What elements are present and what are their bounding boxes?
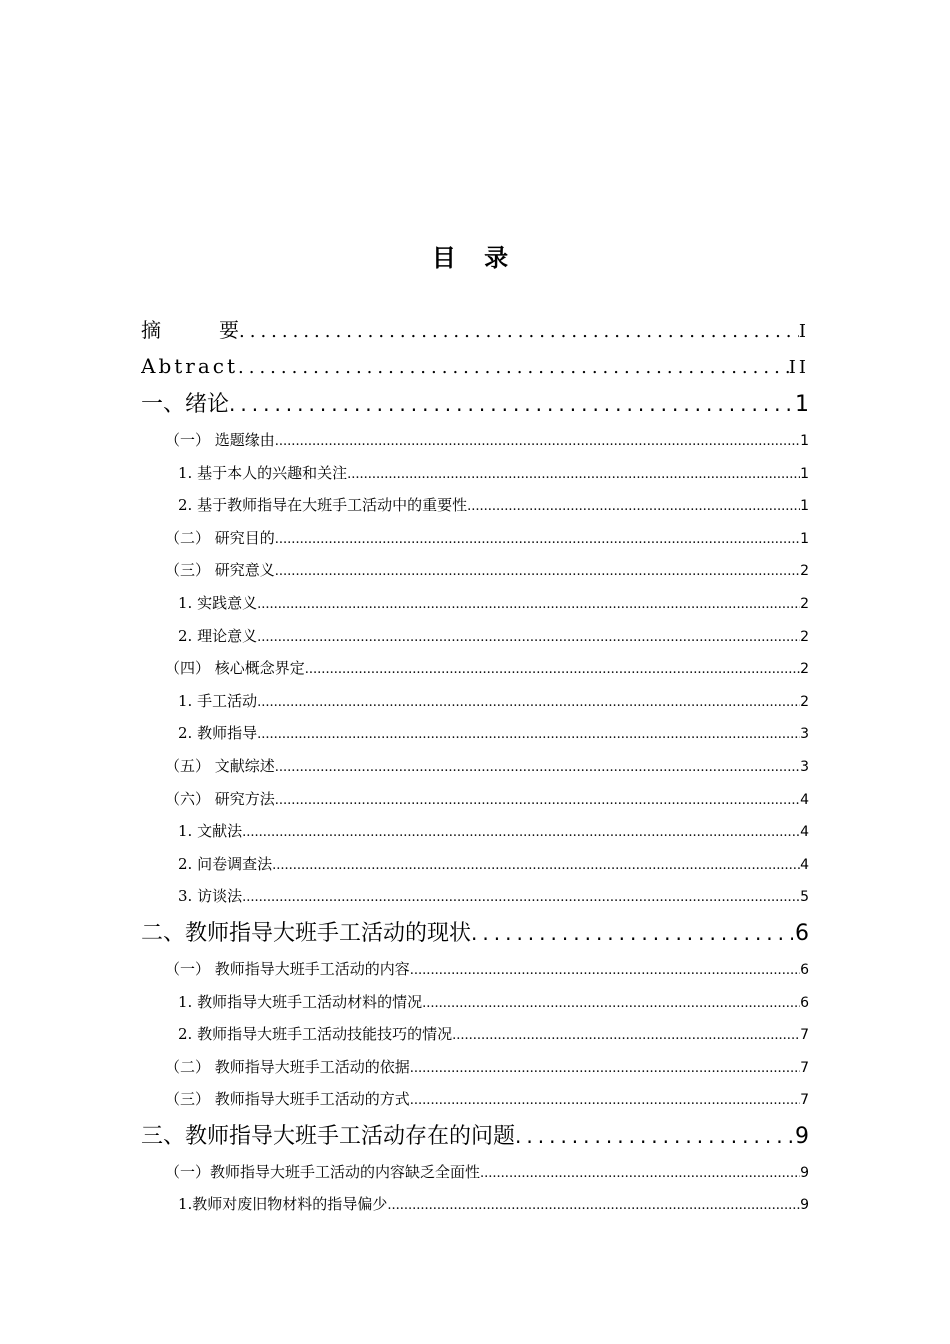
toc-entry-page: 9 (795, 1123, 809, 1149)
dot-leader (242, 880, 800, 913)
toc-entry-label: （二） 教师指导大班手工活动的依据 (165, 1057, 410, 1076)
toc-entry-label: （四） 核心概念界定 (165, 659, 305, 678)
toc-entry-page: II (788, 357, 809, 378)
dot-leader (238, 348, 789, 384)
toc-entry[interactable] (141, 620, 809, 653)
toc-entry-label: （三） 研究意义 (165, 561, 275, 580)
toc-entry-page: 6 (795, 920, 809, 946)
toc-entry-page: 1 (795, 392, 809, 417)
toc-entry-label: （一） 选题缘由 (165, 431, 275, 449)
toc-entry-page: 4 (800, 856, 809, 873)
toc-entry-label: Abtract (141, 354, 239, 378)
dot-leader (305, 652, 800, 685)
toc-entry-abstract-cn[interactable] (141, 312, 809, 348)
toc-entry-page: 4 (800, 791, 809, 808)
toc-entry[interactable] (141, 1156, 809, 1189)
toc-entry-label: （六） 研究方法 (165, 789, 275, 808)
toc-entry-label: 1. 实践意义 (178, 593, 258, 612)
dot-leader (275, 783, 800, 816)
toc-entry[interactable] (141, 1051, 809, 1084)
toc-entry[interactable] (141, 1188, 809, 1221)
toc-entry-label: （二） 研究目的 (165, 528, 275, 547)
dot-leader (467, 489, 800, 522)
toc-entry-chapter-3[interactable] (141, 1116, 809, 1156)
toc-entry[interactable] (141, 880, 809, 913)
toc-entry[interactable] (141, 953, 809, 986)
dot-leader (410, 1083, 800, 1116)
toc-entry-page: 9 (800, 1164, 809, 1181)
toc-entry-label: 2. 基于教师指导在大班手工活动中的重要性 (178, 496, 468, 515)
dot-leader (242, 815, 800, 848)
toc-entry-page: 1 (800, 433, 809, 449)
dot-leader (275, 522, 800, 555)
toc-entry[interactable] (141, 522, 809, 555)
toc-entry-page: 3 (800, 758, 809, 775)
toc-entry-label: 三、教师指导大班手工活动存在的问题 (141, 1123, 516, 1149)
toc-entry-page: 5 (800, 889, 809, 906)
toc-entry[interactable] (141, 489, 809, 522)
toc-entry[interactable] (141, 587, 809, 620)
toc-entry-label: 2. 教师指导大班手工活动技能技巧的情况 (178, 1025, 453, 1044)
dot-leader (480, 1156, 800, 1189)
dot-leader (257, 587, 800, 620)
toc-entry-chapter-1[interactable] (141, 384, 809, 424)
dot-leader (347, 457, 800, 490)
toc-entry-label: 1. 教师指导大班手工活动材料的情况 (178, 992, 423, 1011)
toc-entry-page: 4 (800, 824, 809, 841)
dot-leader (387, 1188, 800, 1221)
toc-entry-label-2: 要 (219, 318, 239, 342)
toc-title: 目 录 (431, 244, 519, 272)
toc-entry-label: 2. 问卷调查法 (178, 854, 273, 873)
toc-entry-label: 1.教师对废旧物材料的指导偏少 (178, 1195, 388, 1214)
toc-entry[interactable] (141, 848, 809, 881)
table-of-contents (141, 312, 809, 1221)
toc-entry-page: 7 (800, 1027, 809, 1044)
dot-leader (229, 384, 793, 424)
toc-entry[interactable] (141, 424, 809, 457)
toc-entry-page: 7 (800, 1059, 809, 1076)
dot-leader (471, 913, 793, 953)
toc-entry-page: 2 (800, 661, 809, 678)
toc-entry-page: 1 (800, 498, 809, 515)
toc-entry-label: 摘 (141, 318, 161, 342)
toc-entry-label: 一、绪论 (141, 392, 230, 417)
dot-leader (257, 620, 800, 653)
toc-entry[interactable] (141, 554, 809, 587)
dot-leader (275, 424, 800, 457)
toc-entry[interactable] (141, 1018, 809, 1051)
dot-leader (257, 685, 800, 718)
toc-entry-page: 2 (800, 693, 809, 710)
dot-leader (410, 1051, 800, 1084)
toc-entry[interactable] (141, 815, 809, 848)
toc-entry-label: 2. 教师指导 (178, 724, 258, 743)
toc-entry-page: 6 (800, 961, 809, 978)
dot-leader (422, 986, 800, 1019)
toc-entry-page: 1 (800, 530, 809, 547)
toc-entry[interactable] (141, 717, 809, 750)
toc-entry[interactable] (141, 685, 809, 718)
toc-entry[interactable] (141, 750, 809, 783)
toc-entry-label: 1. 基于本人的兴趣和关注 (178, 463, 348, 482)
toc-entry-label: 1. 文献法 (178, 822, 243, 841)
toc-entry-label: （一）教师指导大班手工活动的内容缺乏全面性 (165, 1162, 481, 1181)
toc-entry-label: 1. 手工活动 (178, 691, 258, 710)
toc-entry-page: I (798, 321, 809, 342)
toc-entry-page: 7 (800, 1092, 809, 1109)
toc-entry-label: 二、教师指导大班手工活动的现状 (141, 920, 472, 946)
dot-leader (239, 312, 799, 348)
toc-entry-page: 2 (800, 563, 809, 580)
toc-entry-label: （一） 教师指导大班手工活动的内容 (165, 959, 410, 978)
dot-leader (272, 848, 800, 881)
toc-entry-page: 2 (800, 595, 809, 612)
toc-entry-page: 2 (800, 628, 809, 645)
toc-entry-label: （五） 文献综述 (165, 756, 275, 775)
toc-entry-label: 3. 访谈法 (178, 887, 243, 906)
dot-leader (257, 717, 800, 750)
toc-entry-label: 2. 理论意义 (178, 626, 258, 645)
toc-entry-page: 6 (800, 994, 809, 1011)
toc-entry-chapter-2[interactable] (141, 913, 809, 953)
toc-entry[interactable] (141, 652, 809, 685)
dot-leader (275, 554, 800, 587)
dot-leader (275, 750, 800, 783)
dot-leader (452, 1018, 800, 1051)
toc-entry-page: 3 (800, 726, 809, 743)
toc-entry-abstract-en[interactable] (141, 348, 809, 384)
toc-entry-page: 1 (800, 465, 809, 482)
toc-entry[interactable] (141, 1083, 809, 1116)
toc-entry-page: 9 (800, 1197, 809, 1214)
toc-entry[interactable] (141, 457, 809, 490)
dot-leader (515, 1116, 793, 1156)
toc-entry[interactable] (141, 783, 809, 816)
toc-entry-label: （三） 教师指导大班手工活动的方式 (165, 1090, 410, 1109)
dot-leader (410, 953, 800, 986)
toc-entry[interactable] (141, 986, 809, 1019)
